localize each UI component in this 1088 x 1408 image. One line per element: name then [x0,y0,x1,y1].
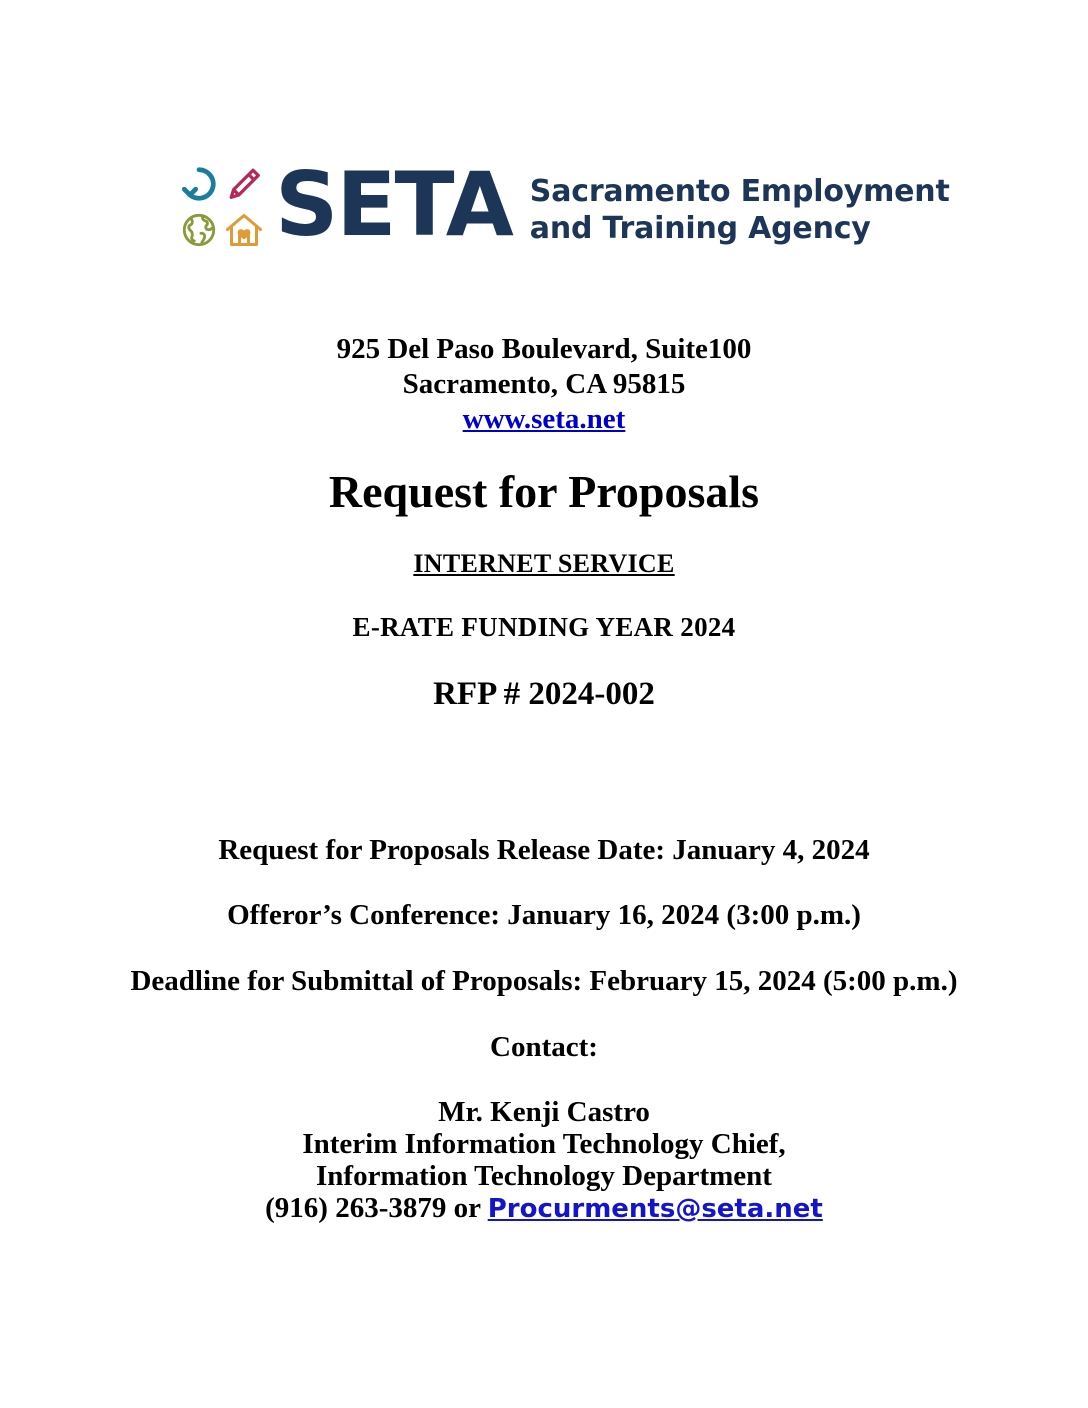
offerors-conference-date: Offeror’s Conference: January 16, 2024 (3:00 p.m.) [227,899,861,931]
logo-tagline-line-1: Sacramento Employment [529,174,950,210]
agency-address [0,332,1088,437]
contact-block [0,1096,1088,1225]
contact-department: Information Technology Department [316,1160,772,1192]
rfp-number: RFP # 2024-002 [433,676,655,712]
seta-logo [176,150,950,262]
document-subtitle [0,549,1088,579]
address-street: 925 Del Paso Boulevard, Suite100 [336,333,752,365]
contact-phone: (916) 263-3879 or [265,1192,488,1224]
release-date: Request for Proposals Release Date: January 4, 2024 [218,834,870,866]
submittal-deadline: Deadline for Submittal of Proposals: February 15, 2024 (5:00 p.m.) [130,965,958,997]
document-subtitle-text: INTERNET SERVICE [413,549,675,578]
logo-wordmark: SETA [275,153,512,257]
globe-icon [180,211,218,249]
page-title: Request for Proposals [328,466,760,517]
contact-name: Mr. Kenji Castro [438,1096,650,1128]
cycle-arrow-icon [180,165,218,203]
pencil-icon [225,165,263,203]
contact-title: Interim Information Technology Chief, [302,1128,786,1160]
website-link[interactable]: www.seta.net [462,403,626,435]
logo-tagline-line-2: and Training Agency [529,211,871,246]
contact-email-link[interactable]: Procurments@seta.net [487,1194,823,1224]
contact-label: Contact: [490,1031,598,1063]
contact-phone-email-line [0,1192,1088,1225]
logo-tagline [530,174,950,247]
address-city-state-zip: Sacramento, CA 95815 [402,368,686,400]
house-heart-icon [224,210,264,250]
logo-icon-grid [176,161,267,253]
funding-program: E-RATE FUNDING YEAR 2024 [352,612,736,642]
